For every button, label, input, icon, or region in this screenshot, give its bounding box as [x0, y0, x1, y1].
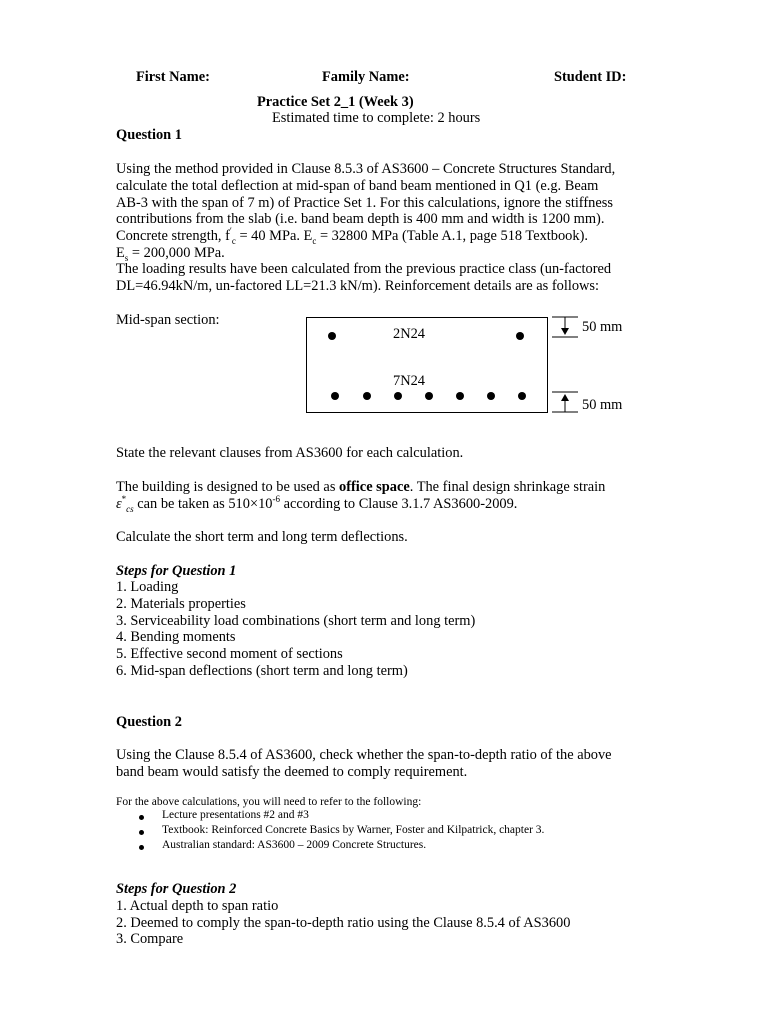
subscript: c [312, 235, 317, 246]
rebar-dot [487, 392, 495, 400]
step-item: 3. Serviceability load combinations (short term and long term) [116, 613, 476, 629]
superscript: * [121, 494, 127, 505]
bottom-cover-label: 50 mm [582, 397, 623, 413]
clauses-instruction: State the relevant clauses from AS3600 for each calculation. [116, 445, 464, 461]
rebar-dot [456, 392, 464, 400]
step-item: 2. Deemed to comply the span-to-depth ratio using the Clause 8.5.4 of AS3600 [116, 915, 571, 931]
epsilon-symbol: ε [116, 496, 122, 512]
text-span: = 40 MPa. E [235, 228, 313, 244]
refer-intro: For the above calculations, you will need to refer to the following: [116, 796, 422, 808]
top-cover-label: 50 mm [582, 319, 623, 335]
building-use-line [116, 479, 605, 496]
shrinkage-strain-line [116, 496, 517, 513]
bullet-icon [139, 815, 144, 820]
rebar-dot [331, 392, 339, 400]
q1-paragraph-line: DL=46.94kN/m, un-factored LL=21.3 kN/m). Reinforcement details are as follows: [116, 278, 599, 294]
step-item: 4. Bending moments [116, 629, 236, 645]
step-item: 1. Actual depth to span ratio [116, 898, 279, 914]
page-title: Practice Set 2_1 (Week 3) [257, 94, 414, 110]
text-span: Concrete strength, f [116, 228, 230, 244]
q1-paragraph-line: The loading results have been calculated from the previous practice class (un-factored [116, 261, 612, 277]
q2-paragraph-line: Using the Clause 8.5.4 of AS3600, check whether the span-to-depth ratio of the above [116, 747, 612, 763]
rebar-dot [518, 392, 526, 400]
q2-paragraph-line: band beam would satisfy the deemed to comply requirement. [116, 764, 468, 780]
reference-item: Textbook: Reinforced Concrete Basics by Warner, Foster and Kilpatrick, chapter 3. [162, 824, 545, 836]
text-span: E [116, 245, 125, 261]
midspan-label: Mid-span section: [116, 312, 220, 328]
reference-item: Australian standard: AS3600 – 2009 Concrete Structures. [162, 839, 427, 851]
q1-paragraph-line: Using the method provided in Clause 8.5.3 of AS3600 – Concrete Structures Standard, [116, 161, 616, 177]
exponent: -6 [272, 494, 280, 505]
rebar-dot [328, 332, 336, 340]
prime-mark: ′ [229, 226, 232, 237]
question-1-heading: Question 1 [116, 127, 182, 143]
q1-paragraph-line: AB-3 with the span of 7 m) of Practice Set 1. For this calculations, ignore the stiffness [116, 195, 613, 211]
subscript: cs [126, 503, 134, 514]
text-span: can be taken as 510×10 [133, 496, 273, 512]
steps-q2-heading: Steps for Question 2 [116, 881, 237, 897]
text-span: = 32800 MPa (Table A.1, page 518 Textbook). [316, 228, 588, 244]
cover-dimension-markers [552, 312, 582, 416]
step-item: 6. Mid-span deflections (short term and long term) [116, 663, 408, 679]
steel-modulus-line [116, 245, 225, 262]
rebar-dot [516, 332, 524, 340]
step-item: 3. Compare [116, 931, 184, 947]
text-span: according to Clause 3.1.7 AS3600-2009. [279, 496, 518, 512]
rebar-dot [425, 392, 433, 400]
step-item: 1. Loading [116, 579, 179, 595]
subscript: s [124, 252, 129, 263]
q1-paragraph-line: contributions from the slab (i.e. band beam depth is 400 mm and width is 1200 mm). [116, 211, 605, 227]
step-item: 2. Materials properties [116, 596, 246, 612]
student-id-label: Student ID: [554, 69, 627, 85]
beam-cross-section [306, 317, 548, 413]
bottom-bars-label: 7N24 [393, 373, 425, 389]
subscript: c [231, 235, 236, 246]
bullet-icon [139, 845, 144, 850]
reference-item: Lecture presentations #2 and #3 [162, 809, 309, 821]
rebar-dot [394, 392, 402, 400]
text-span: The building is designed to be used as [116, 479, 340, 495]
bullet-icon [139, 830, 144, 835]
text-span: = 200,000 MPa. [128, 245, 225, 261]
page-subtitle: Estimated time to complete: 2 hours [272, 110, 481, 126]
calculate-instruction: Calculate the short term and long term deflections. [116, 529, 408, 545]
question-2-heading: Question 2 [116, 714, 182, 730]
concrete-strength-line [116, 228, 588, 245]
office-space-emphasis: office space [339, 479, 410, 495]
first-name-label: First Name: [136, 69, 210, 85]
family-name-label: Family Name: [322, 69, 410, 85]
rebar-dot [363, 392, 371, 400]
step-item: 5. Effective second moment of sections [116, 646, 343, 662]
text-span: . The final design shrinkage strain [409, 479, 606, 495]
top-bars-label: 2N24 [393, 326, 425, 342]
steps-q1-heading: Steps for Question 1 [116, 563, 237, 579]
q1-paragraph-line: calculate the total deflection at mid-span of band beam mentioned in Q1 (e.g. Beam [116, 178, 599, 194]
